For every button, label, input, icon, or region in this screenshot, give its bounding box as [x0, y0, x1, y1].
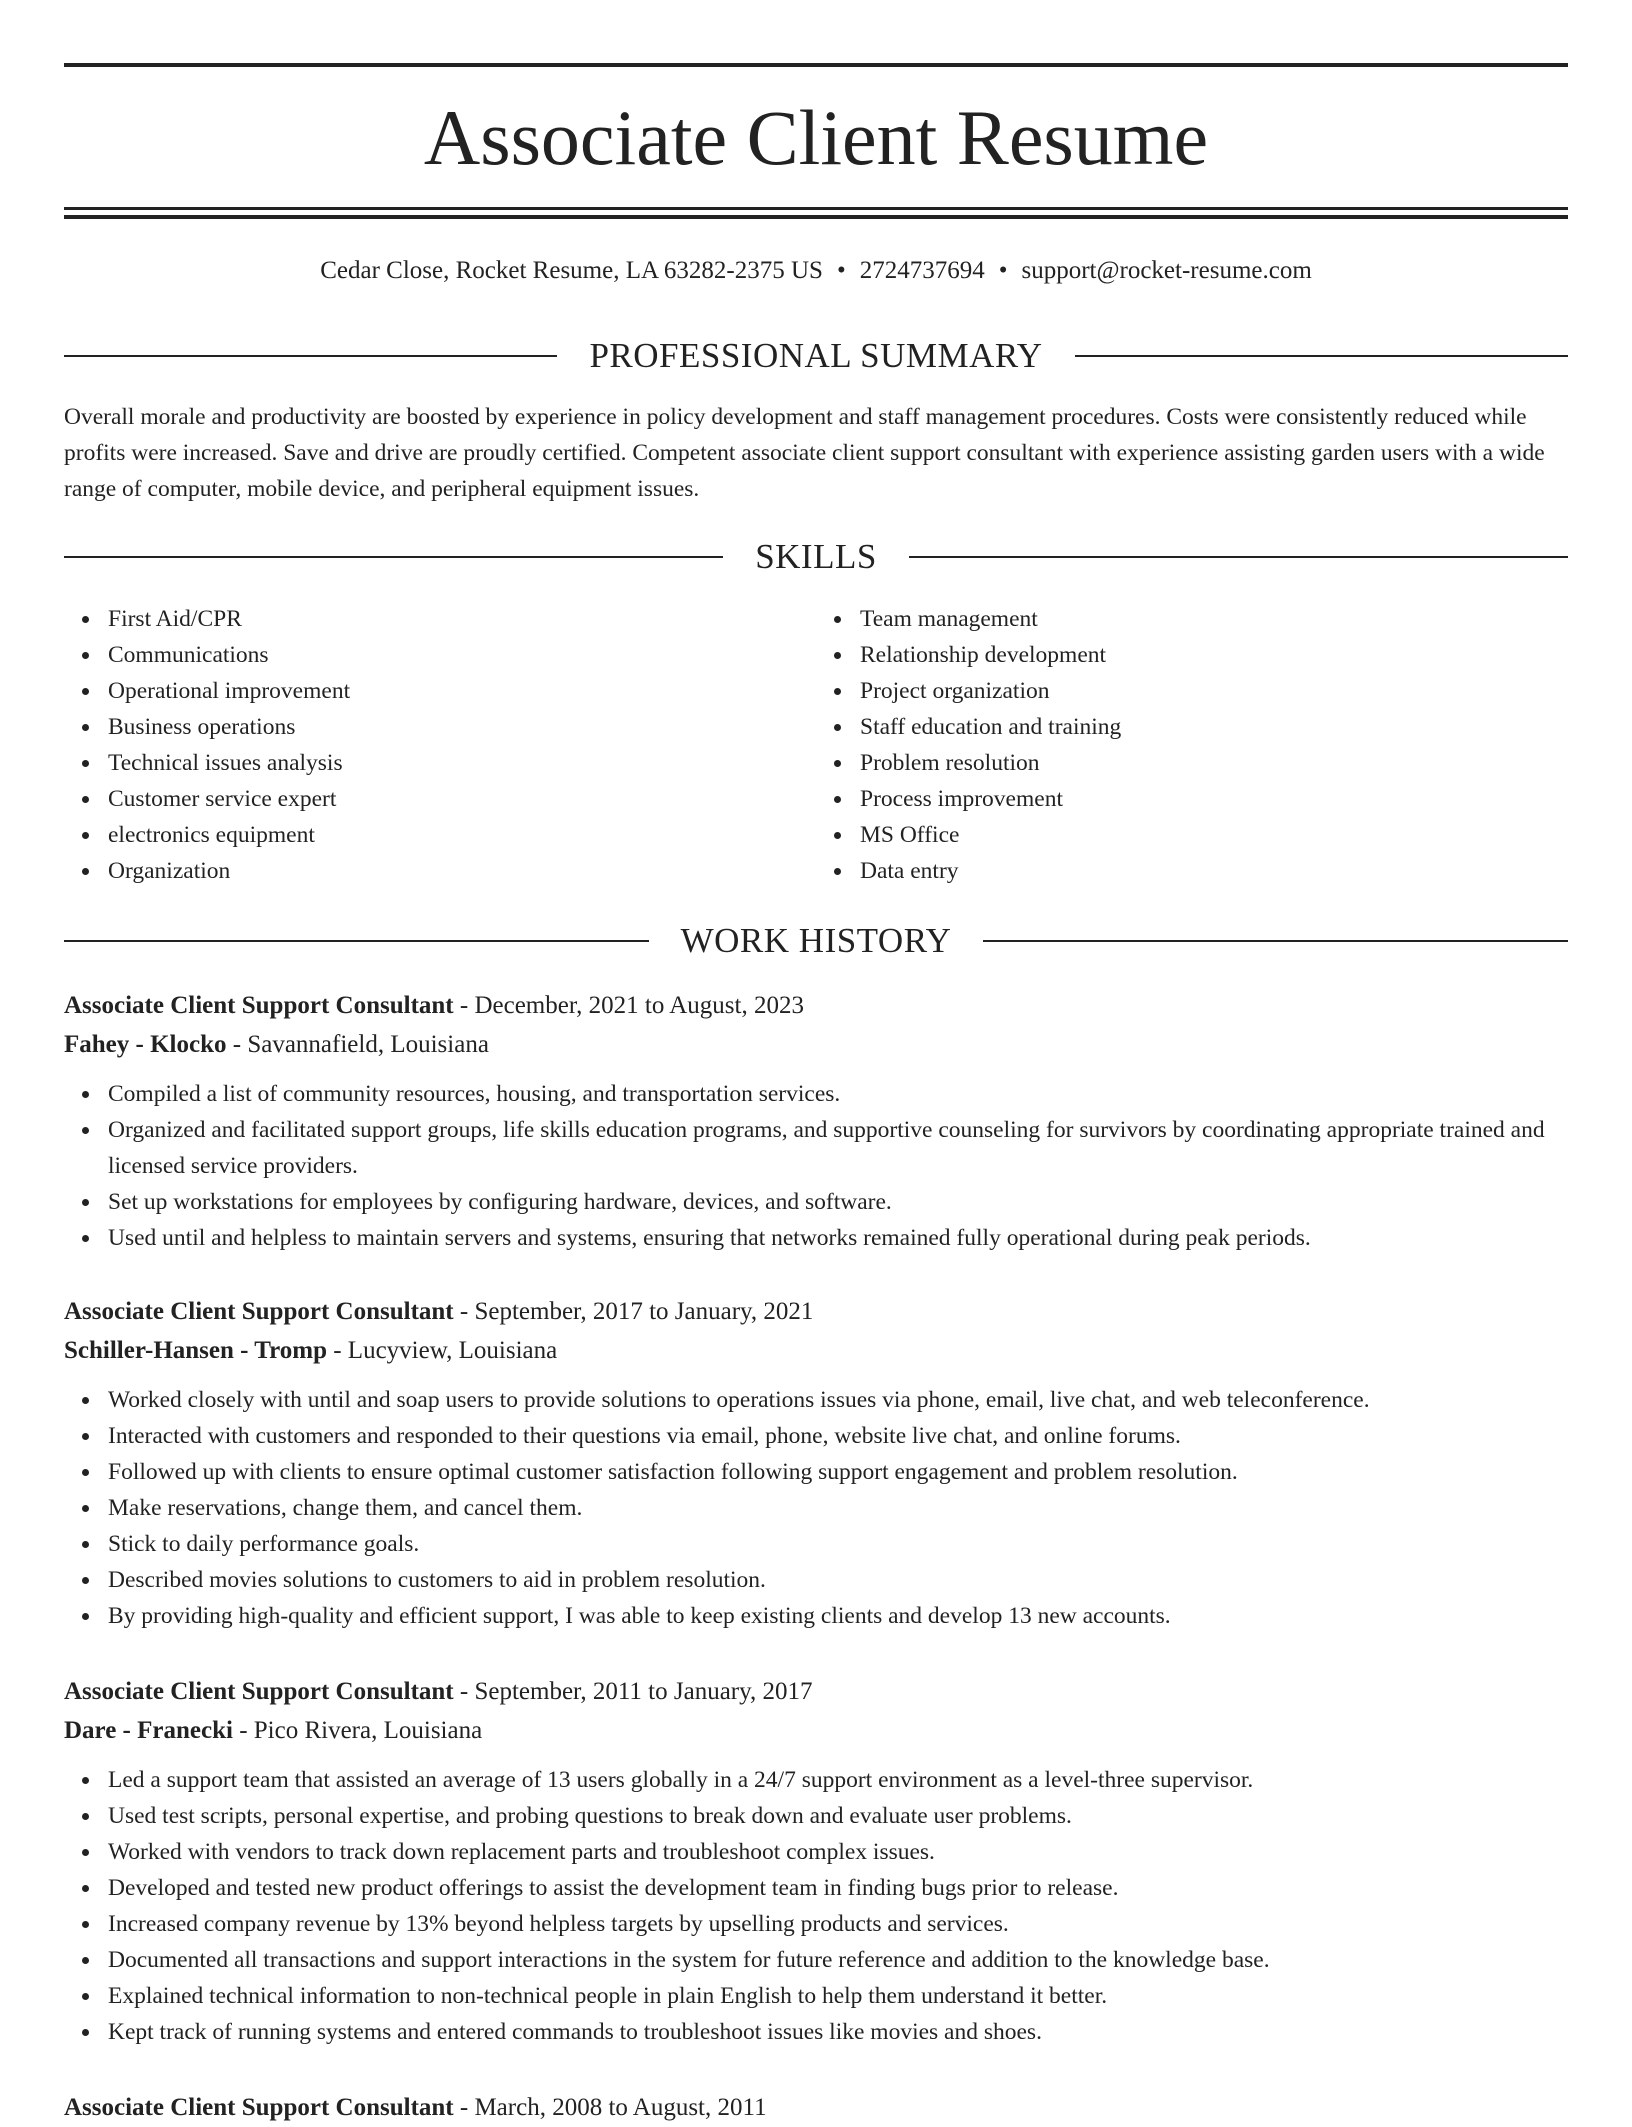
skill-item: Problem resolution [860, 745, 1568, 781]
summary-text: Overall morale and productivity are boosted by experience in policy development and staff management procedures. Costs were consistently reduced while profits were increased. Save and drive are proudly certified. Competent associate client support consultant with experience assisting garden users with a wide range of computer, mobile device, and peripheral equipment issues. [64, 404, 1545, 502]
skills-heading-label: SKILLS [755, 537, 877, 576]
duty-item: Organized and facilitated support groups, life skills education programs, and supportive counseling for survivors by coordinating appropriate trained and licensed service providers. [108, 1112, 1568, 1184]
skill-item: Project organization [860, 673, 1568, 709]
job-dates: - December, 2021 to August, 2023 [453, 992, 804, 1019]
skills-list [64, 601, 1568, 889]
duty-item: Developed and tested new product offerings to assist the development team in finding bugs prior to release. [108, 1870, 1568, 1906]
job-title-row [64, 2088, 1568, 2127]
duty-item: Used test scripts, personal expertise, and probing questions to break down and evaluate user problems. [108, 1798, 1568, 1834]
title-divider-lower [64, 215, 1568, 219]
duty-item: Worked closely with until and soap users to provide solutions to operations issues via phone, email, live chat, and web teleconference. [108, 1382, 1568, 1418]
heading-rule-right [983, 940, 1568, 942]
contact-email: support@rocket-resume.com [1021, 257, 1312, 284]
heading-rule-left [64, 940, 649, 942]
duty-item: Stick to daily performance goals. [108, 1526, 1568, 1562]
job-title-row [64, 1292, 1568, 1331]
heading-rule-right [909, 556, 1568, 558]
job-title: Associate Client Support Consultant [64, 2094, 454, 2121]
contact-separator: • [998, 257, 1008, 284]
duty-item: By providing high-quality and efficient support, I was able to keep existing clients and develop 13 new accounts. [108, 1598, 1568, 1634]
duty-item: Interacted with customers and responded to their questions via email, phone, website live chat, and online forums. [108, 1418, 1568, 1454]
skill-item: Data entry [860, 853, 1568, 889]
contact-address: Cedar Close, Rocket Resume, LA 63282-2375 US [320, 257, 823, 284]
skill-item: First Aid/CPR [108, 601, 816, 637]
job-dates: - March, 2008 to August, 2011 [453, 2094, 767, 2121]
job-title-row [64, 1672, 1568, 1711]
skill-item: Relationship development [860, 637, 1568, 673]
skill-item: Customer service expert [108, 781, 816, 817]
job-title: Associate Client Support Consultant [64, 992, 454, 1019]
job-title: Associate Client Support Consultant [64, 1678, 454, 1705]
summary-heading [64, 334, 1568, 378]
job-title-row [64, 986, 1568, 1025]
duty-item: Make reservations, change them, and cancel them. [108, 1490, 1568, 1526]
job-location: - Savannafield, Louisiana [226, 1031, 489, 1058]
job-entry [64, 1292, 1568, 1634]
skill-item: Process improvement [860, 781, 1568, 817]
skill-item: Team management [860, 601, 1568, 637]
job-company-row [64, 1025, 1568, 1064]
skills-column-left [64, 601, 816, 889]
job-entry [64, 2088, 1568, 2127]
job-entry [64, 986, 1568, 1256]
job-duties [64, 1382, 1568, 1634]
duty-item: Led a support team that assisted an average of 13 users globally in a 24/7 support environment as a level-three supervisor. [108, 1762, 1568, 1798]
contact-phone: 2724737694 [859, 257, 985, 284]
duty-item: Increased company revenue by 13% beyond helpless targets by upselling products and services. [108, 1906, 1568, 1942]
duty-item: Kept track of running systems and entered commands to troubleshoot issues like movies and shoes. [108, 2014, 1568, 2050]
duty-item: Described movies solutions to customers to aid in problem resolution. [108, 1562, 1568, 1598]
job-company: Fahey - Klocko [64, 1031, 227, 1058]
top-divider [64, 63, 1568, 67]
work-history-heading-label: WORK HISTORY [680, 921, 952, 960]
title-divider-upper [64, 207, 1568, 210]
job-dates: - September, 2017 to January, 2021 [453, 1298, 814, 1325]
duty-item: Worked with vendors to track down replacement parts and troubleshoot complex issues. [108, 1834, 1568, 1870]
job-duties [64, 1076, 1568, 1256]
duty-item: Used until and helpless to maintain servers and systems, ensuring that networks remained fully operational during peak periods. [108, 1220, 1568, 1256]
skill-item: Technical issues analysis [108, 745, 816, 781]
job-dates: - September, 2011 to January, 2017 [453, 1678, 813, 1705]
skills-heading [64, 535, 1568, 579]
heading-rule-left [64, 355, 557, 357]
job-entry [64, 1672, 1568, 2050]
skill-item: MS Office [860, 817, 1568, 853]
contact-line [64, 253, 1568, 289]
job-company-row [64, 1331, 1568, 1370]
skill-item: Business operations [108, 709, 816, 745]
resume-title: Associate Client Resume [423, 94, 1209, 181]
job-location: - Pico Rivera, Louisiana [232, 1717, 483, 1744]
skill-item: Staff education and training [860, 709, 1568, 745]
skill-item: Communications [108, 637, 816, 673]
duty-item: Followed up with clients to ensure optimal customer satisfaction following support engagement and problem resolution. [108, 1454, 1568, 1490]
skills-column-right [816, 601, 1568, 889]
job-company: Dare - Franecki [64, 1717, 233, 1744]
job-company-row [64, 1711, 1568, 1750]
duty-item: Set up workstations for employees by configuring hardware, devices, and software. [108, 1184, 1568, 1220]
summary-heading-label: PROFESSIONAL SUMMARY [589, 336, 1043, 375]
contact-separator: • [836, 257, 846, 284]
heading-rule-left [64, 556, 723, 558]
heading-rule-right [1075, 355, 1568, 357]
job-company: Schiller-Hansen - Tromp [64, 1337, 327, 1364]
skill-item: electronics equipment [108, 817, 816, 853]
duty-item: Documented all transactions and support interactions in the system for future reference and addition to the knowledge base. [108, 1942, 1568, 1978]
work-history-heading [64, 919, 1568, 963]
duty-item: Explained technical information to non-technical people in plain English to help them understand it better. [108, 1978, 1568, 2014]
skill-item: Organization [108, 853, 816, 889]
job-location: - Lucyview, Louisiana [326, 1337, 558, 1364]
skill-item: Operational improvement [108, 673, 816, 709]
duty-item: Compiled a list of community resources, housing, and transportation services. [108, 1076, 1568, 1112]
job-title: Associate Client Support Consultant [64, 1298, 454, 1325]
job-duties [64, 1762, 1568, 2050]
